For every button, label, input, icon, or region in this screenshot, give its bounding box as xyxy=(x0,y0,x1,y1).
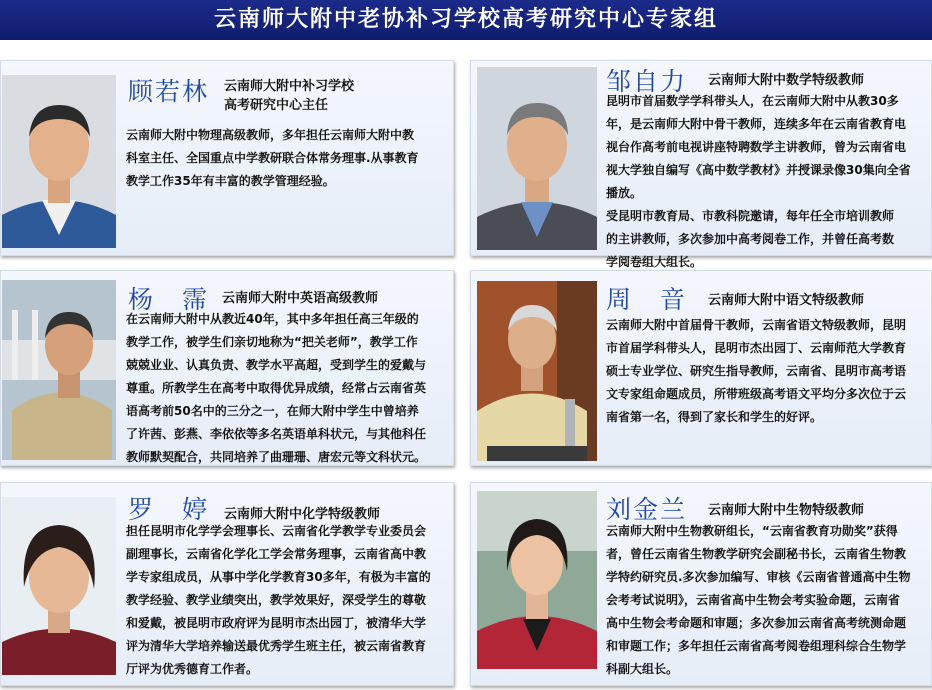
expert-title: 云南师大附中生物特级教师 xyxy=(708,503,865,518)
expert-photo-liu xyxy=(477,491,597,669)
expert-title: 云南师大附中补习学校 高考研究中心主任 xyxy=(224,79,355,113)
expert-photo-zhou xyxy=(477,281,597,461)
expert-name: 罗 婷 xyxy=(128,495,210,524)
expert-photo-gu xyxy=(2,75,116,248)
expert-name: 刘金兰 xyxy=(606,495,688,524)
expert-name: 杨 霈 xyxy=(128,285,210,314)
expert-description: 云南师大附中首届骨干教师，云南省语文特级教师，昆明 市首届学科带头人，昆明市杰出园丁、云南师范大学教育 硕士专业学位、研究生指导教师，云南省、昆明市高考语 文专家组命题成员，所带班级高考语文平均分多次位于云 南省第一名，得到了家长和学生的好评。 xyxy=(606,318,907,424)
expert-description: 云南师大附中物理高级教师，多年担任云南师大附中教 科室主任、全国重点中学教研联合体常务理事.从事教育 教学工作35年有丰富的教学管理经验。 xyxy=(126,128,419,188)
page-title: 云南师大附中老协补习学校高考研究中心专家组 xyxy=(213,7,718,32)
expert-title: 云南师大附中化学特级教师 xyxy=(224,507,381,522)
expert-description: 云南师大附中生物教研组长，“云南省教育功勋奖”获得 者，曾任云南省生物教学研究会副秘书长，云南省生物教 学特约研究员.多次参加编写、审核《云南省普通高中生物 会考考试说明》，云南省高中生物会考实验命题，云南省 高中生物会考命题和审题；多次参加云南省高考统测命题 和审题工作；多年担任云南省高考阅卷组理科综合生物学 科副大组长。 xyxy=(606,524,911,676)
expert-description: 昆明市首届数学学科带头人，在云南师大附中从教30多 年，是云南师大附中骨干教师，连续多年在云南省教育电 视台作高考前电视讲座特聘数学主讲教师，曾为云南省电 视大学独自编写《高中数学教材》并授课录像30集向全省 播放。 受昆明市教育局、市教科院邀请，每年任全市培训教师 的主讲教师，多次参加中高考阅卷工作，并曾任高考数 学阅卷组大组长。 xyxy=(606,94,911,269)
expert-name: 邹自力 xyxy=(606,67,688,96)
expert-photo-zou xyxy=(477,67,597,250)
expert-photo-luo xyxy=(2,497,116,675)
expert-title: 云南师大附中语文特级教师 xyxy=(708,293,865,308)
expert-photo-yang xyxy=(2,280,116,460)
expert-description: 在云南师大附中从教近40年，其中多年担任高三年级的 教学工作，被学生们亲切地称为“把关老师”，教学工作 兢兢业业、认真负责、教学水平高超，受到学生的爱戴与 尊重。所教学生在高考中取得优异成绩，经常占云南省英 语高考前50名中的三分之一，在师大附中学生中曾培养 了许茜、彭燕、李依依等多名英语单科状元，与其他科任 教师默契配合，共同培养了曲珊珊、唐宏元等文科状元。 xyxy=(126,312,427,464)
expert-title: 云南师大附中英语高级教师 xyxy=(222,291,379,306)
expert-name: 周 音 xyxy=(606,285,688,314)
expert-description: 担任昆明市化学学会理事长、云南省化学教学专业委员会 副理事长，云南省化学化工学会常务理事，云南省高中教 学专家组成员，从事中学化学教育30多年，有极为丰富的 教学经验、教学业绩突出，教学效果好，深受学生的尊敬 和爱戴，被昆明市政府评为昆明市杰出园丁，被清华大学 评为清华大学培养输送最优秀学生班主任，被云南省教育 厅评为优秀德育工作者。 xyxy=(126,524,431,676)
expert-name: 顾若林 xyxy=(128,77,210,106)
expert-title: 云南师大附中数学特级教师 xyxy=(708,73,865,88)
page-header xyxy=(0,0,932,40)
